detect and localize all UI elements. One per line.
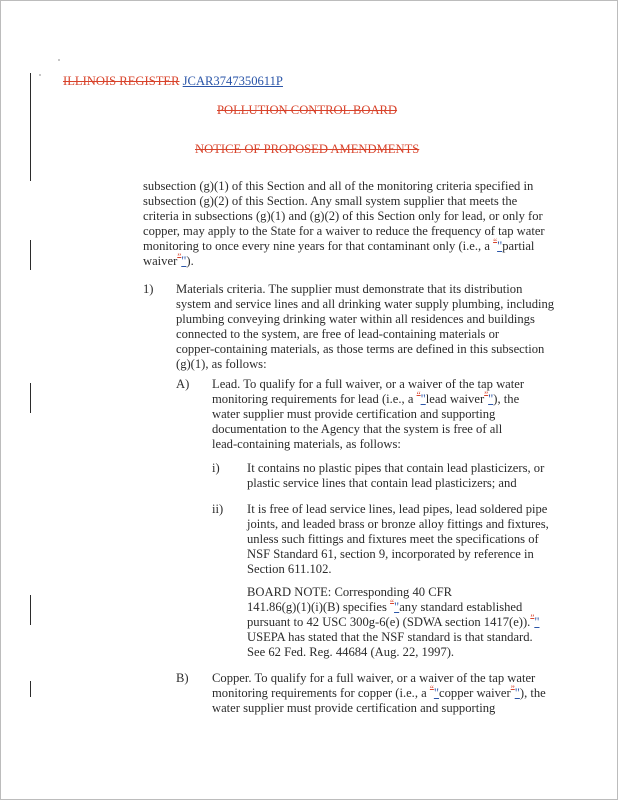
text-line: monitoring requirements for copper (i.e., a “"copper waiver”"), the xyxy=(212,683,546,700)
item-a-paragraph xyxy=(212,377,524,452)
register-deleted: ILLINOIS REGISTER xyxy=(63,74,180,88)
text-line: waiver”"). xyxy=(143,251,194,268)
text-line: plumbing conveying drinking water within all residences and buildings xyxy=(176,312,535,326)
text-line: water supplier must provide certification and supporting xyxy=(212,701,496,715)
item-label: i) xyxy=(212,461,220,475)
text-line: system and service lines and all drinking water supply plumbing, including xyxy=(176,297,555,311)
item-label: A) xyxy=(176,377,190,391)
text-line: BOARD NOTE: Corresponding 40 CFR xyxy=(247,585,453,599)
notice-header: NOTICE OF PROPOSED AMENDMENTS xyxy=(195,142,420,156)
text-line: Materials criteria. The supplier must demonstrate that its distribution xyxy=(176,282,523,296)
text-line: water supplier must provide certification and supporting xyxy=(212,407,496,421)
scan-speck xyxy=(58,59,60,61)
text-line: joints, and leaded brass or bronze alloy fittings and fixtures, xyxy=(247,517,549,531)
item-label: 1) xyxy=(143,282,154,296)
item-label: ii) xyxy=(212,502,224,516)
text-line: connected to the system, are free of lead-containing materials or xyxy=(176,327,500,341)
text-line: See 62 Fed. Reg. 44684 (Aug. 22, 1997). xyxy=(247,645,455,659)
text-line: It is free of lead service lines, lead pipes, lead soldered pipe xyxy=(247,502,548,516)
text-line: criteria in subsections (g)(1) and (g)(2) of this Section only for lead, or only for xyxy=(143,209,543,223)
scan-speck xyxy=(39,74,41,76)
text-line: copper-containing materials, as those terms are defined in this subsection xyxy=(176,342,545,356)
item-label: B) xyxy=(176,671,189,685)
register-inserted: JCAR3747350611P xyxy=(182,74,283,88)
text-line: subsection (g)(1) of this Section and all of the monitoring criteria specified in xyxy=(143,179,534,193)
revision-bar xyxy=(30,595,31,625)
text-line: 141.86(g)(1)(i)(B) specifies “"any standard established xyxy=(247,597,523,614)
revision-bar xyxy=(30,383,31,413)
item-a-i-paragraph xyxy=(247,461,544,491)
text-line: monitoring requirements for lead (i.e., a “"lead waiver”"), the xyxy=(212,389,520,406)
text-line: USEPA has stated that the NSF standard is that standard. xyxy=(247,630,533,644)
text-line: NSF Standard 61, section 9, incorporated by reference in xyxy=(247,547,534,561)
revision-bar xyxy=(30,240,31,270)
intro-paragraph xyxy=(143,179,545,269)
text-line: Section 611.102. xyxy=(247,562,332,576)
text-line: documentation to the Agency that the system is free of all xyxy=(212,422,503,436)
text-line: (g)(1), as follows: xyxy=(176,357,267,371)
text-line: Lead. To qualify for a full waiver, or a waiver of the tap water xyxy=(212,377,525,391)
revision-bar xyxy=(30,73,31,181)
board-note xyxy=(247,585,539,660)
item-a-ii-paragraph xyxy=(247,502,549,577)
text-line: unless such fittings and fixtures meet the specifications of xyxy=(247,532,539,546)
text-line: lead-containing materials, as follows: xyxy=(212,437,401,451)
text-line: pursuant to 42 USC 300g-6(e) (SDWA section 1417(e)).”" xyxy=(247,612,540,629)
text-line: plastic service lines that contain lead plasticizers; and xyxy=(247,476,517,490)
text-line: copper, may apply to the State for a waiver to reduce the frequency of tap water xyxy=(143,224,545,238)
item-1-paragraph xyxy=(176,282,554,372)
text-line: Copper. To qualify for a full waiver, or a waiver of the tap water xyxy=(212,671,536,685)
text-line: It contains no plastic pipes that contain lead plasticizers, or xyxy=(247,461,545,475)
revision-bar xyxy=(30,681,31,697)
register-header xyxy=(63,74,283,89)
text-line: monitoring to once every nine years for that contaminant only (i.e., a “"partial xyxy=(143,236,535,253)
item-b-paragraph xyxy=(212,671,546,716)
board-header: POLLUTION CONTROL BOARD xyxy=(217,103,398,117)
text-line: subsection (g)(2) of this Section. Any small system supplier that meets the xyxy=(143,194,518,208)
